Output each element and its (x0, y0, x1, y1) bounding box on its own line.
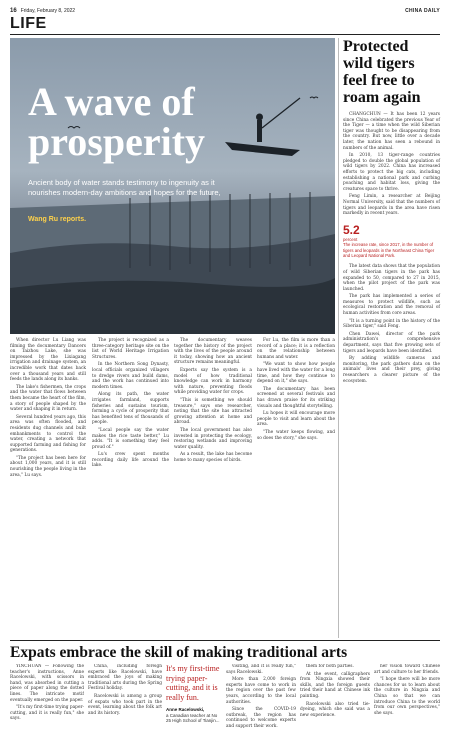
expats-column-2: China, including foreign experts like Racelowski, have embraced the joys of making traditional arts during the Spring Festival holiday. Racelowski is among a group of expats who took part in the event, learning about the folk art and its history. (88, 664, 162, 716)
feature-column-3: The documentary weaves together the history of the project with the lives of the people around it today, showing how an ancient structure remains meaningful. Experts say the system is a model of how traditional knowledge can work in harmony with nature, preventing floods while providing water for crops. "This is something we should treasure," says one researcher, noting that the site has attracted growing attention at home and abroad. The local government has also invested in protecting the ecology, restoring wetlands and improving water quality. As a result, the lake has become home to many species of birds. (174, 338, 252, 463)
expats-column-4: them for both parties. At the event, calligraphers from Ningxia showed their skills, and the foreign guests tried their hand at Chinese ink painting. Racelowski also tried tie-dyeing, which she said was a new experience. (300, 664, 370, 718)
paper-name: CHINA DAILY (405, 8, 440, 14)
expats-column-1: YINCHUAN — Following the teacher's instructions, Anne Racelowski, with scissors in hand, was absorbed in cutting a piece of paper along the dotted lines. The intricate motif eventually emerged on the paper. "It's my first-time trying paper-cutting, and it is really fun," she says. (10, 664, 84, 722)
feature-deck: Ancient body of water stands testimony to ingenuity as it nourishes modern-day ambitions and hopes for the future, (28, 178, 221, 197)
feature-column-4: For Lu, the film is more than a record of a place; it is a reflection on the relationship between humans and water. "We want to show how people have lived with the water for a long time, and how they continue to depend on it," she says. The documentary has been screened at several festivals and has drawn praise for its striking visuals and thoughtful storytelling. Lu hopes it will encourage more people to visit and learn about the area. "The water keeps flowing, and so does the story," she says. (257, 338, 335, 441)
tigers-body-top: CHANGCHUN — It has been 12 years since China celebrated the previous Year of the Tiger — a time when the wild Siberian tiger was thought to be disappearing from the country. But now, little over a decade later, the nation has seen a rebound in numbers of the animal. In 2010, 13 tiger-range countries pledged to double the global population of wild tigers by 2022. China has increased efforts to protect the big cats, including establishing a national park and curbing poaching and habitat loss, giving the creatures space to thrive. Feng Limin, a researcher at Beijing Normal University, said that the numbers of tigers and leopards in the area have risen markedly in recent years. (343, 112, 440, 217)
feature-byline: Wang Ru reports. (28, 216, 87, 223)
sidebar-divider (338, 38, 339, 638)
issue-date: Friday, February 8, 2022 (20, 8, 76, 14)
stat-value: 5.2 (343, 222, 360, 237)
story-divider (10, 640, 440, 641)
stat-unit: percent (343, 236, 358, 242)
stat-text: The increase rate, since 2017, in the number of tigers and leopards in the Northeast China Tiger and Leopard National Park. (343, 242, 435, 258)
tigers-body-bottom: The latest data shows that the population of wild Siberian tigers in the park has expanded to 50, compared to 27 in 2015, when the pilot project of the park was launched. The park has implemented a series of measures to protect wildlife, such as ecological restoration and the removal of human activities from core areas. "It is a turning point in the history of the Siberian tiger," said Feng. Chen Dawei, director of the park administration's comprehensive department, says that five growing sets of tigers and leopards have been identified. By adding wildlife cameras and monitoring, the park gathers data on the animals' lives and their prey, giving researchers a clearer picture of the ecosystem. (343, 264, 440, 384)
quote-role: a Canadian teacher at No 25 High School of Tianjin... (166, 712, 220, 723)
tigers-sidebar (343, 38, 440, 386)
pull-quote (166, 664, 222, 724)
feature-headline: A wave of prosperity (28, 79, 206, 164)
header-rule (10, 34, 440, 35)
running-header (10, 6, 440, 16)
quote-name: Anne Racelowski, (166, 707, 205, 712)
feature-column-2: The project is recognized as a three-category heritage site on the list of World Heritage Irrigation Structures. In the Northern Song Dynasty, local officials organized villagers to dredge rivers and build dams, and the work has continued into modern times. Along its path, the water irrigates farmland, supports fisheries and sustains tourism, forming a cycle of prosperity that has benefited tens of thousands of people. "Local people say the water makes the rice taste better," Lu adds. "It is something they feel proud of." Lu's crew spent months recording daily life around the lake. (92, 338, 169, 469)
expats-column-3: visiting, and it is really fun," says Racelowski. More than 2,000 foreign experts have come to work in the region over the past few years, according to the local authorities. Since the COVID-19 outbreak, the region has continued to welcome experts and support their work. (226, 664, 296, 729)
tigers-headline: Protected wild tigers feel free to roam again (343, 38, 421, 106)
tigers-stat (343, 223, 440, 259)
expats-column-5: her vision toward Chinese art and culture to her friends. "I hope there will be more chances for us to learn about the culture in Ningxia and China so that we can introduce China to the world from our own perspectives," she says. (374, 664, 440, 716)
hero-photo (10, 38, 335, 334)
feature-column-1: When director Lu Liang was filming the documentary Dancers on Taizhou Lake, she was impressed by the Lixiagang irrigation and drainage system, an incredible work that dates back over a thousand years and still feeds the lands along its banks. The lake's fishermen, the crops and the water that flows between them became the heart of the film, a story of people shaped by the water and shaping it in return. Several hundred years ago, this area was often flooded, and residents dug channels and built embankments to control the water, creating a network that supported farming and fishing for generations. "The project has been here for about 1,000 years, and it is still nourishing the people living in the area," Lu says. (10, 338, 86, 478)
quote-attribution (166, 707, 222, 724)
quote-text: It's my first-time trying paper-cutting, and it is really fun. (166, 664, 220, 702)
section-title: LIFE (10, 15, 47, 32)
page-number: 16 (10, 8, 17, 14)
expats-headline: Expats embrace the skill of making traditional arts (10, 644, 348, 661)
